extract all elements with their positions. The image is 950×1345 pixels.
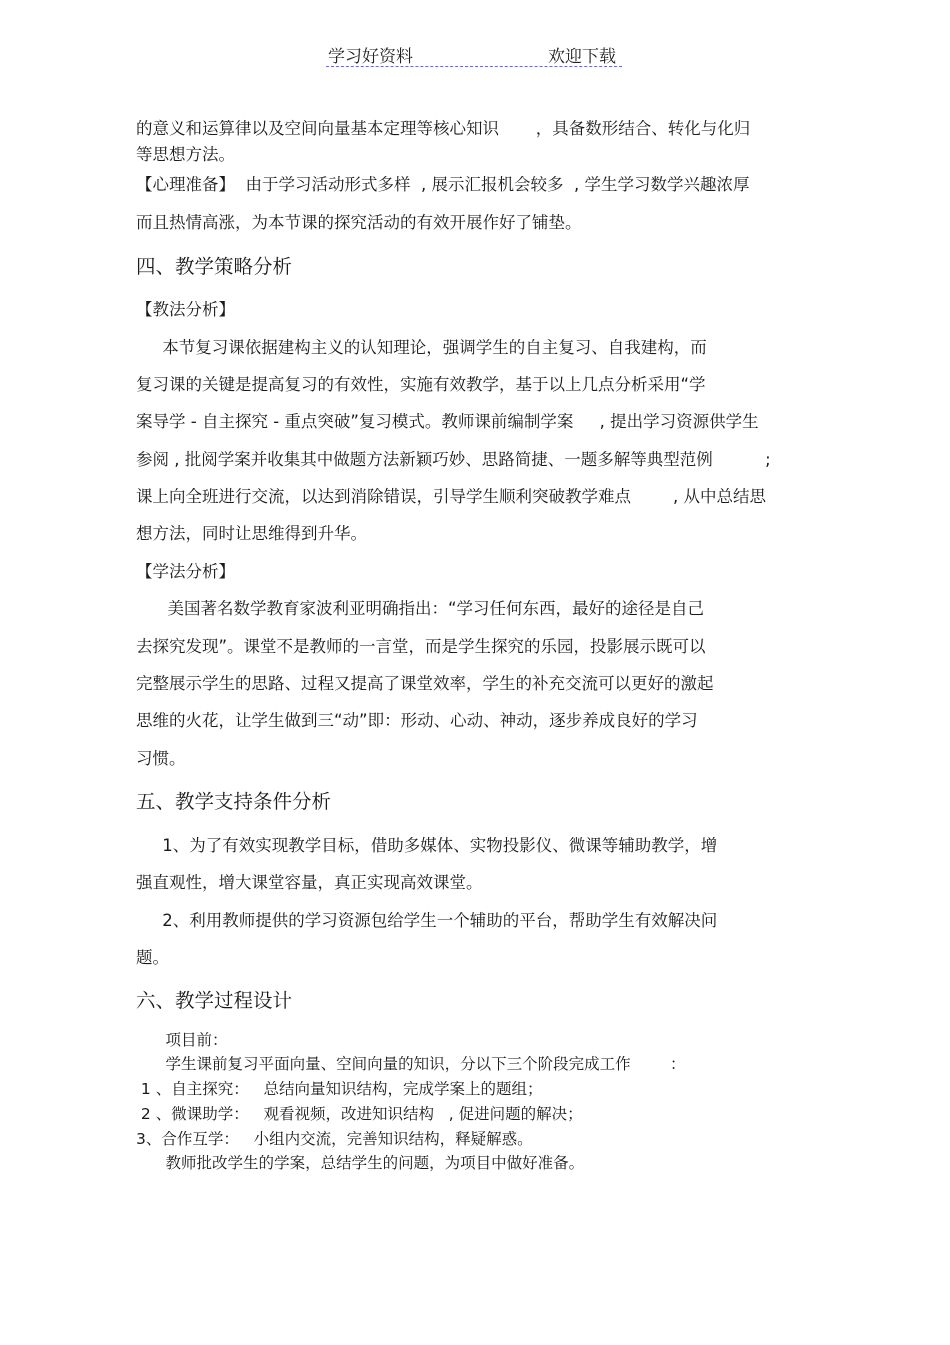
process-line-1: 项目前： [136, 1031, 228, 1049]
process-step-1: 1 、自主探究： 总结向量知识结构，完成学案上的题组； [136, 1080, 543, 1098]
teach-line-4: 参阅 , 批阅学案并收集其中做题方法新颖巧妙、思路简捷、一题多解等典型范例 ; [136, 450, 771, 469]
process-step-3: 3、合作互学： 小组内交流，完善知识结构，释疑解惑。 [136, 1130, 533, 1148]
learn-line-2: 去探究发现”。课堂不是教师的一言堂，而是学生探究的乐园，投影展示既可以 [136, 637, 706, 656]
support-line-2: 强直观性，增大课堂容量，真正实现高效课堂。 [136, 873, 483, 892]
page-header [326, 40, 622, 67]
header-right-text: 欢迎下载 [548, 47, 616, 67]
header-left-text: 学习好资料 [328, 47, 413, 67]
teach-line-1: 本节复习课依据建构主义的认知理论，强调学生的自主复习、自我建构，而 [136, 338, 707, 357]
learn-line-3: 完整展示学生的思路、过程又提高了课堂效率，学生的补充交流可以更好的激起 [136, 674, 714, 693]
psych-line-1: 【心理准备】 由于学习活动形式多样 , 展示汇报机会较多 , 学生学习数学兴趣浓厚 [136, 175, 750, 194]
support-line-3: 2、利用教师提供的学习资源包给学生一个辅助的平台，帮助学生有效解决问 [136, 911, 718, 930]
teach-line-5: 课上向全班进行交流，以达到消除错误，引导学生顺利突破教学难点 , 从中总结思 [136, 487, 766, 506]
learn-line-4: 思维的火花，让学生做到三“动”即：形动、心动、神动，逐步养成良好的学习 [136, 711, 698, 730]
support-line-4: 题。 [136, 948, 169, 967]
intro-line-1: 的意义和运算律以及空间向量基本定理等核心知识 ，具备数形结合、转化与化归 [136, 119, 751, 138]
teach-method-label: 【教法分析】 [136, 300, 235, 319]
section-5-title: 五、教学支持条件分析 [136, 790, 332, 813]
process-line-last: 教师批改学生的学案，总结学生的问题，为项目中做好准备。 [136, 1154, 585, 1172]
learn-line-1: 美国著名数学教育家波利亚明确指出：“学习任何东西，最好的途径是自己 [136, 599, 705, 618]
process-step-2: 2 、微课助学： 观看视频，改进知识结构 , 促进问题的解决； [136, 1105, 583, 1123]
intro-line-2: 等思想方法。 [136, 145, 235, 164]
section-4-title: 四、教学策略分析 [136, 255, 293, 278]
learn-line-5: 习惯。 [136, 749, 186, 768]
teach-line-6: 想方法，同时让思维得到升华。 [136, 524, 367, 543]
psych-line-2: 而且热情高涨，为本节课的探究活动的有效开展作好了铺垫。 [136, 213, 582, 232]
process-line-2: 学生课前复习平面向量、空间向量的知识，分以下三个阶段完成工作 ： [136, 1055, 686, 1073]
teach-line-3: 案导学 - 自主探究 - 重点突破”复习模式。教师课前编制学案 , 提出学习资源供学生 [136, 412, 759, 431]
support-line-1: 1、为了有效实现教学目标，借助多媒体、实物投影仪、微课等辅助教学，增 [136, 836, 718, 855]
section-6-title: 六、教学过程设计 [136, 989, 293, 1012]
learn-method-label: 【学法分析】 [136, 562, 235, 581]
teach-line-2: 复习课的关键是提高复习的有效性，实施有效教学，基于以上几点分析采用“学 [136, 375, 706, 394]
